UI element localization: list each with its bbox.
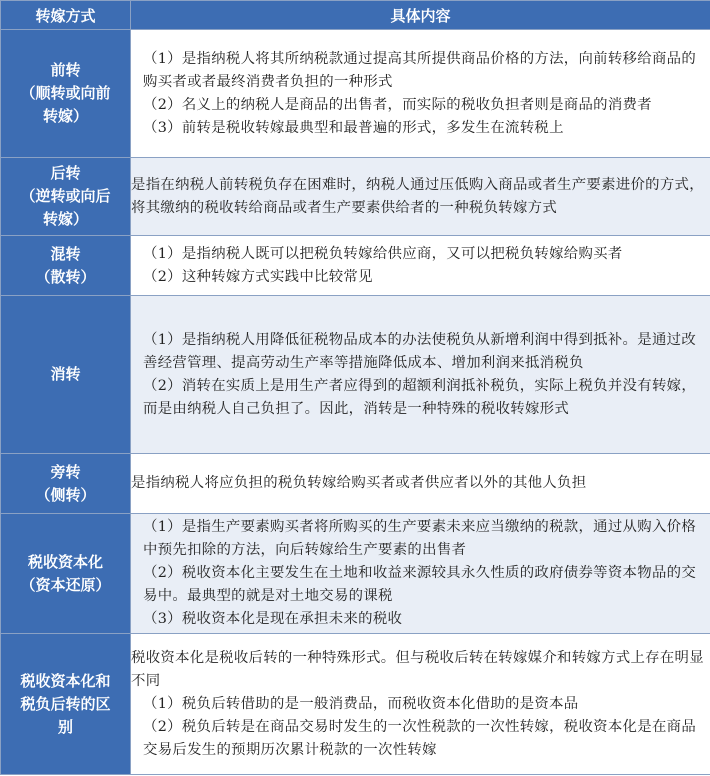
content-paragraph: （2）税负后转是在商品交易时发生的一次性税款的一次性转嫁，税收资本化是在商品交易后发生的预期历次累计税款的一次性转嫁 [143,718,697,758]
content-paragraph: 税收资本化是税收后转的一种特殊形式。但与税收后转在转嫁媒介和转嫁方式上存在明显不同 [131,649,704,689]
content-paragraph: （3）税收资本化是现在承担未来的税收 [143,611,403,627]
method-label-cell [1,158,131,236]
method-label-cell [1,514,131,634]
method-label-line: 别 [57,717,73,736]
method-content-cell [131,634,710,775]
method-content-cell [131,236,710,296]
content-paragraph: 是指纳税人将应负担的税负转嫁给购买者或者供应者以外的其他人负担 [131,475,587,491]
content-paragraph: （2）名义上的纳税人是商品的出售者，而实际的税收负担者则是商品的消费者 [143,96,652,113]
method-label-line: 税收资本化 [27,552,103,571]
content-paragraph: 是指在纳税人前转税负存在困难时，纳税人通过压低购入商品或者生产要素进价的方式，将其缴纳的税收转给商品或者生产要素供给者的一种税负转嫁方式 [131,176,704,216]
table-row [1,236,710,296]
table-row [1,514,710,634]
method-label-cell [1,30,131,158]
method-label-cell [1,296,131,454]
method-content-cell [131,296,710,454]
content-paragraph: （2）这种转嫁方式实践中比较常见 [143,268,373,285]
method-label-line: 税收资本化和 [20,671,111,690]
method-label-line: 转嫁） [42,210,88,228]
method-label-cell [1,236,131,296]
method-label-line: （资本还原） [20,575,111,594]
method-label-line: 消转 [50,365,81,383]
header-content: 具体内容 [131,1,710,30]
method-label-line: 前转 [50,61,81,79]
method-label-line: （侧转） [35,485,96,504]
method-label-line: 后转 [50,164,81,182]
table-body [1,30,710,775]
header-row [1,1,710,30]
table-row [1,296,710,454]
method-content-cell [131,454,710,514]
content-paragraph: （1）是指纳税人既可以把税负转嫁给供应商，又可以把税负转嫁给购买者 [143,245,623,262]
table-row [1,30,710,158]
method-content-cell [131,30,710,158]
content-paragraph: （2）税收资本化主要发生在土地和收益来源较具永久性质的政府债券等资本物品的交易中。最典型的就是对土地交易的课税 [143,565,697,604]
method-label-line: 转嫁） [42,107,88,125]
content-paragraph: （1）是指纳税人将其所纳税款通过提高其所提供商品价格的方法，向前转移给商品的购买者或者最终消费者负担的一种形式 [143,50,697,90]
table-row [1,454,710,514]
method-label-line: 混转 [50,244,81,263]
table-row [1,158,710,236]
method-label-cell [1,454,131,514]
content-paragraph: （3）前转是税收转嫁最典型和最普遍的形式，多发生在流转税上 [143,119,564,136]
method-content-cell [131,158,710,236]
method-label-cell [1,634,131,775]
method-label-line: 旁转 [50,462,81,481]
method-label-line: （散转） [35,267,96,286]
method-label-line: （逆转或向后 [20,187,111,205]
content-paragraph: （2）消转在实质上是用生产者应得到的超额利润抵补税负，实际上税负并没有转嫁，而是由纳税人自己负担了。因此，消转是一种特殊的税收转嫁形式 [143,377,697,417]
content-paragraph: （1）是指纳税人用降低征税物品成本的办法使税负从新增利润中得到抵补。是通过改善经营管理、提高劳动生产率等措施降低成本、增加利润来抵消税负 [143,331,697,371]
header-method: 转嫁方式 [1,1,131,30]
method-content-cell [131,514,710,634]
content-paragraph: （1）是指生产要素购买者将所购买的生产要素未来应当缴纳的税款，通过从购入价格中预先扣除的方法，向后转嫁给生产要素的出售者 [143,519,697,558]
method-label-line: （顺转或向前 [20,84,111,102]
content-paragraph: （1）税负后转借助的是一般消费品，而税收资本化借助的是资本品 [143,695,579,712]
table-row [1,634,710,775]
method-label-line: 税负后转的区 [20,694,111,713]
